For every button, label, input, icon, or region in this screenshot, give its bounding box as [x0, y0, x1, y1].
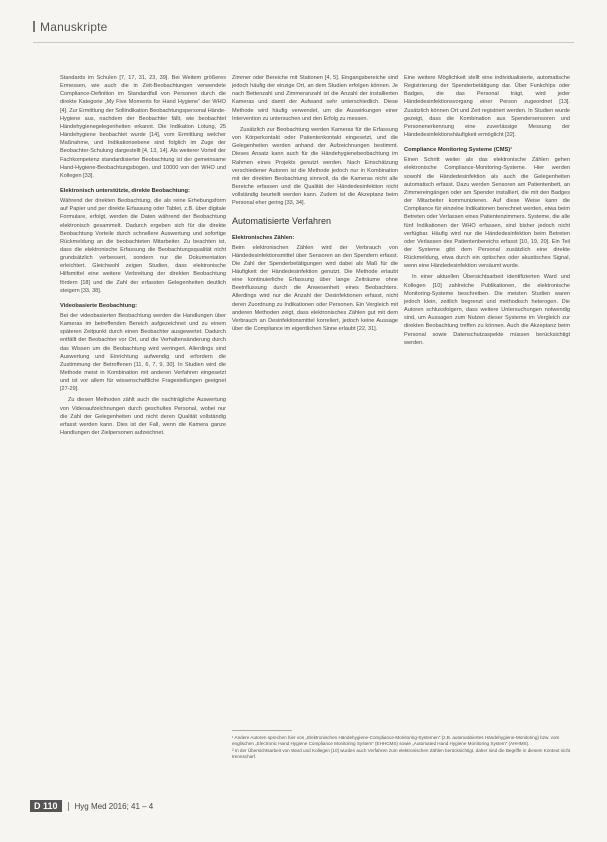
paragraph: Beim elektronischen Zählen wird der Verbrauch von Händedesinfektionsmittel über Sensoren an den Spendern erfasst. Die Zahl der Spenderbetätigungen wird dabei als Maß für die Häufigkeit der Händedesinfektion genutzt. Die Methode erlaubt eine kontinuierliche Erfassung über lange Zeiträume ohne Beeinflussung durch die Anwesenheit eines Beobachters. Allerdings wird nur die Anzahl der Desinfektionen erfasst, nicht deren Zuordnung zu Indikationen oder Personen. Ein Vergleich mit anderen Methoden zeigt, dass elektronisches Zählen gut mit dem Verbrauch an Desinfektionsmittel korreliert, jedoch keine Aussage über die Compliance im eigentlichen Sinne erlaubt [22, 31].	[232, 244, 398, 333]
subsection-heading: Elektronisches Zählen:	[232, 234, 295, 241]
paragraph: In einer aktuellen Übersichtsarbeit identifizierten Ward und Kollegen [10] zahlreiche Publikationen, die elektronische Monitoring-Systeme beschreiben. Die meisten Studien waren jedoch klein, zeitlich begrenzt und methodisch heterogen. Die Autoren schlussfolgern, dass weitere Untersuchungen notwendig sind, um Aussagen zum Nutzen dieser Systeme im Vergleich zur direkten Beobachtung treffen zu können. Auch die Akzeptanz beim Personal sowie Datenschutzaspekte müssen berücksichtigt werden.	[404, 274, 570, 346]
paragraph: Eine weitere Möglichkeit stellt eine individualisierte, automatische Registrierung der Spenderbetätigung dar. Über Funkchips oder Badges, die das Personal trägt, wird jeder Händedesinfektionsvorgang einer Person zugeordnet [13]. Zusätzlich können Ort und Zeit registriert werden. In Studien wurde gezeigt, dass die Kombination aus Spendersensoren und Personenerkennung eine zuverlässige Messung der Händedesinfektionshäufigkeit ermöglicht [32].	[404, 75, 570, 139]
page-number: D 110	[30, 800, 62, 812]
paragraph: Während der direkten Beobachtung, die als reine Erhebungsform auf Papier und per direkte Erfassung oder Tablet, z.B. über digitale Formulare, erfolgt, werden die Daten während der Beobachtung elektronisch gesammelt. Dadurch ergeben sich für die direkte Beobachtung Vorteile durch schnellere Auswertung und sofortige Rückmeldung an die beobachteten Mitarbeiter. Zu beachten ist, dass die elektronische Erfassung die Beobachtungsqualität nicht grundsätzlich verbessert, sondern nur die Dokumentation erleichtert. Gleichwohl zeigen Studien, dass elektronische Hilfsmittel eine weitere Verbreitung der direkten Beobachtung fördern [18] und die Zahl der erfassten Gelegenheiten deutlich steigern [33, 38].	[60, 198, 226, 294]
subsection-heading: Compliance Monitoring Systeme (CMS)¹	[404, 147, 513, 154]
footnotes	[232, 730, 572, 760]
footer-separator	[68, 802, 69, 811]
page-header	[33, 20, 108, 34]
header-bar	[33, 21, 35, 32]
section-heading: Automatisierte Verfahren	[232, 215, 332, 226]
paragraph: Zu diesen Methoden zählt auch die nachträgliche Auswertung von Videoaufzeichnungen durch geschultes Personal, wobei nur die Zahl der Gelegenheiten und nicht deren Qualität vollständig erfasst werden kann. Dies ist der Fall, wenn die Kamera ganze Handlungen der Zielpersonen aufzeichnet.	[60, 397, 226, 437]
journal-citation: Hyg Med 2016; 41 – 4	[74, 801, 154, 811]
text-column-1	[60, 74, 226, 796]
subsection-heading: Elektronisch unterstützte, direkte Beobachtung:	[60, 188, 190, 195]
footnote: ¹ Andere Autoren sprechen hier von „Elektronischen Händehygiene-Compliance-Monitoring-Systemen“ (z.B. automatisiertes Händehygiene-Monitoring) bzw. vom englischen „Electronic Hand Hygiene Compliance Monitoring System“ (EHHCMS) sowie „Automated Hand Hygiene Monitoring System“ (AHHMS).	[232, 735, 560, 747]
paragraph: Standards im Schulen [7, 17, 31, 23, 39]. Bei Weitem größeres Ermessen, wie auch die in Zeit-Beobachtungen verwendete Compliance-Definition im Standardfall von Personen durch die direkte Kategorie „My Five Moments for Hand Hygiene“ der WHO [4]. Zur Ermittlung der Sollindikation Beobachtungspersonal Hände-Hygiene aus, nachdem der Beobachter fällt, wie beobachtet Händehygienegelegenheiten erkannt. Die Indikation Lotung, 25 Händehygiene beobachtet wurde [14], vom Ermittlung welcher Maßnahme, und Indikationsebene sind folglich im Zuge der Beobachter-Schulung dargestellt [4, 13, 14]. Als weiterer Vorteil der Fachkompetenz standardisierter Beobachtung ist der gemeinsame Hand-Hygiene-Beobachtungsbogen, und 10000 von der WHO und Kollegen [33].	[60, 75, 226, 179]
paragraph: Einen Schritt weiter als das elektronische Zählen gehen elektronische Compliance-Monitoring-Systeme. Hier werden sowohl die Händedesinfektion als auch die Gelegenheiten automatisch erfasst. Dazu werden Sensoren am Patientenbett, an Zimmereingängen oder am Spender installiert, die mit den Badges der Mitarbeiter kommunizieren. Auf diese Weise kann die Compliance für einzelne Indikationen berechnet werden, etwa beim Betreten oder Verlassen eines Patientenzimmers. Systeme, die alle fünf Indikationen der WHO erfassen, sind bisher jedoch nicht verfügbar. Häufig wird nur die Händedesinfektion beim Betreten oder Verlassen des Patientenbereichs erfasst [10, 19, 20]. Ein Teil der Systeme gibt dem Personal zusätzlich eine direkte Rückmeldung, etwa durch ein optisches oder akustisches Signal, wenn eine Händedesinfektion versäumt wurde.	[404, 157, 570, 270]
subsection-heading: Videobasierte Beobachtung:	[60, 302, 138, 309]
footnote: ² In der Übersichtsarbeit von Ward und Kollegen [10] wurden auch Verfahren zum elektronischen Zählen berücksichtigt, daher sind die Begriffe in diesem Kontext nicht trennscharf.	[232, 747, 571, 759]
page-footer	[30, 800, 153, 812]
header-rule	[33, 42, 574, 43]
footnote-rule	[232, 730, 292, 731]
text-column-3	[404, 74, 570, 582]
section-title: Manuskripte	[40, 20, 108, 34]
paragraph: Bei der videobasierten Beobachtung werden die Handlungen über Kameras im betreffenden Bereich aufgezeichnet und zu einem späteren Zeitpunkt durch einen Beobachter ausgewertet. Dadurch entfällt der Beobachter vor Ort, und die Verhaltensänderung durch das Wissen um die Beobachtung wird verringert. Allerdings sind Auswertung und Einrichtung aufwendig und erfordern die Zustimmung der Betroffenen [11, 6, 7, 9, 30]. In Studien wird die Methode meist in Kombination mit anderen Verfahren eingesetzt und ist vor allem für wissenschaftliche Fragestellungen geeignet [27-29].	[60, 312, 226, 393]
paragraph: Zusätzlich zur Beobachtung werden Kameras für die Erfassung von Körperkontakt oder Patientenkontakt eingesetzt, und die Gelegenheiten werden anhand der Aufzeichnungen bestimmt. Dieses Ansatz kann auch für die Händehygienebeobachtung im Rahmen eines Projekts genutzt werden. Nach Einschätzung verschiedener Autoren ist die Methode jedoch nur in Kombination mit der direkten Beobachtung sinnvoll, da die Kameras nicht alle Bereiche erfassen und die Qualität der Händedesinfektion nicht vollständig beurteilt werden kann. Zudem ist die Akzeptanz beim Personal eher gering [33, 34].	[232, 126, 398, 207]
paragraph: Zimmer oder Bereiche mit Stationen [4, 5]. Eingangsbereiche sind jedoch häufig der einzige Ort, an dem Studien erfolgen können. Je nach Bettenzahl und Zimmeranzahl ist die Anzahl der installierten Kameras und damit der Aufwand sehr unterschiedlich. Diese Methode wird häufig verwendet, um die Auswirkungen einer Intervention zu untersuchen und den Erfolg zu messen.	[232, 75, 398, 122]
text-column-2	[232, 74, 398, 582]
